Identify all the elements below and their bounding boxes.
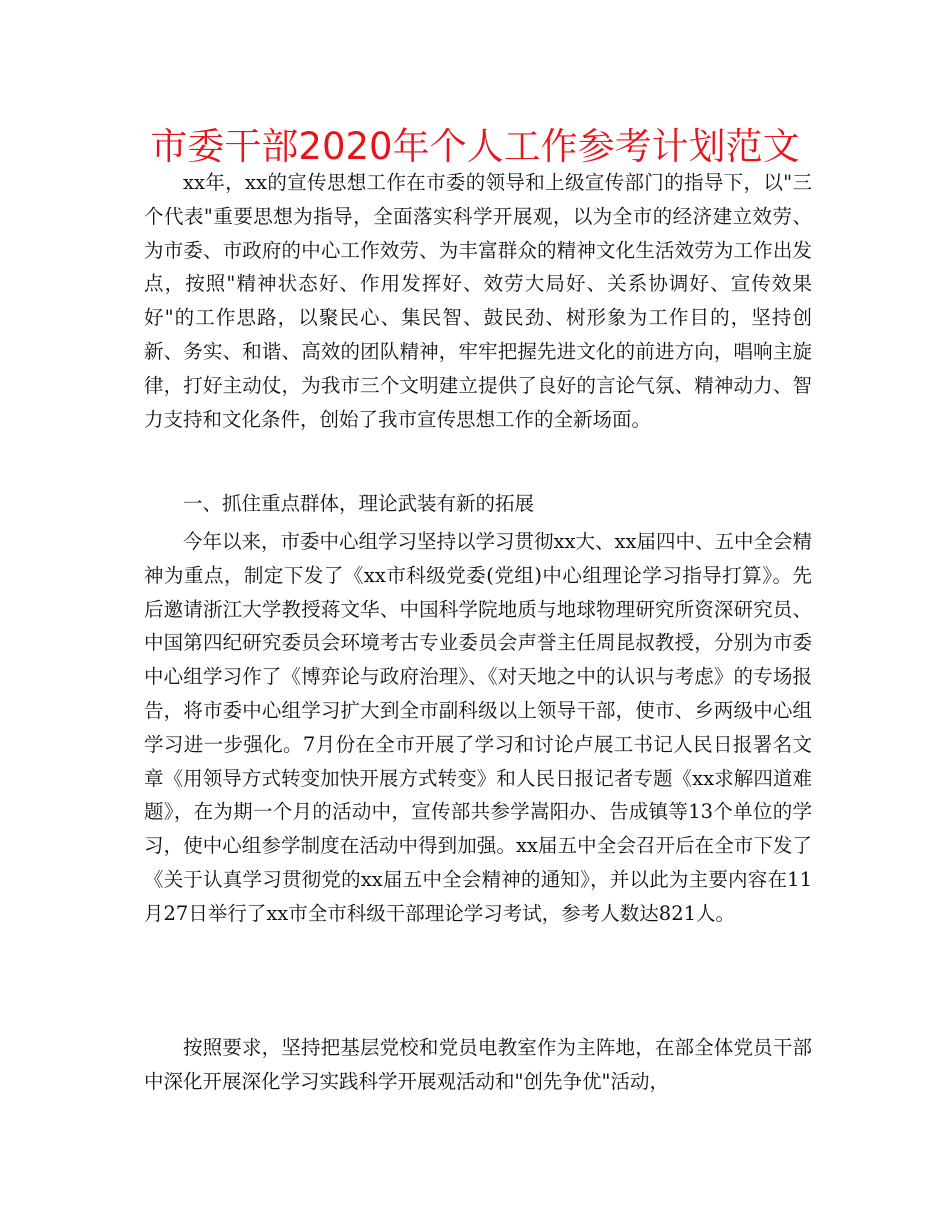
paragraph-study: 今年以来，市委中心组学习坚持以学习贯彻xx大、xx届四中、五中全会精神为重点，制定下发了《xx市科级党委(党组)中心组理论学习指导打算》。先后邀请浙江大学教授蒋文华、中国科学院地质与地球物理研究所资深研究员、中国第四纪研究委员会环境考古专业委员会声誉主任周昆叔教授，分别为市委中心组学习作了《博弈论与政府治理》、《对天地之中的认识与考虑》的专场报告，将市委中心组学习扩大到全市副科级以上领导干部，使市、乡两级中心组学习进一步强化。7月份在全市开展了学习和讨论卢展工书记人民日报署名文章《用领导方式转变加快开展方式转变》和人民日报记者专题《xx求解四道难题》，在为期一个月的活动中，宣传部共参学嵩阳办、告成镇等13个单位的学习，使中心组参学制度在活动中得到加强。xx届五中全会召开后在全市下发了《关于认真学习贯彻党的xx届五中全会精神的通知》，并以此为主要内容在11月27日举行了xx市全市科级干部理论学习考试，参考人数达821人。	[144, 530, 812, 925]
paragraph-requirements: 按照要求，坚持把基层党校和党员电教室作为主阵地，在部全体党员干部中深化开展深化学习实践科学开展观活动和"创先争优"活动，	[144, 1036, 812, 1093]
paragraph-intro: xx年，xx的宣传思想工作在市委的领导和上级宣传部门的指导下，以"三个代表"重要思想为指导，全面落实科学开展观，以为全市的经济建立效劳、为市委、市政府的中心工作效劳、为丰富群众的精神文化生活效劳为工作出发点，按照"精神状态好、作用发挥好、效劳大局好、关系协调好、宣传效果好"的工作思路，以聚民心、集民智、鼓民劲、树形象为工作目的，坚持创新、务实、和谐、高效的团队精神，牢牢把握先进文化的前进方向，唱响主旋律，打好主动仗，为我市三个文明建立提供了良好的言论气氛、精神动力、智力支持和文化条件，创始了我市宣传思想工作的全新场面。	[144, 171, 812, 431]
section-heading: 一、抓住重点群体，理论武装有新的拓展	[183, 492, 535, 515]
paragraph-intro-container	[144, 166, 812, 436]
paragraph-study-container	[144, 525, 812, 931]
document-title: 市委干部2020年个人工作参考计划范文	[150, 125, 800, 168]
paragraph-requirements-container	[144, 1031, 812, 1099]
